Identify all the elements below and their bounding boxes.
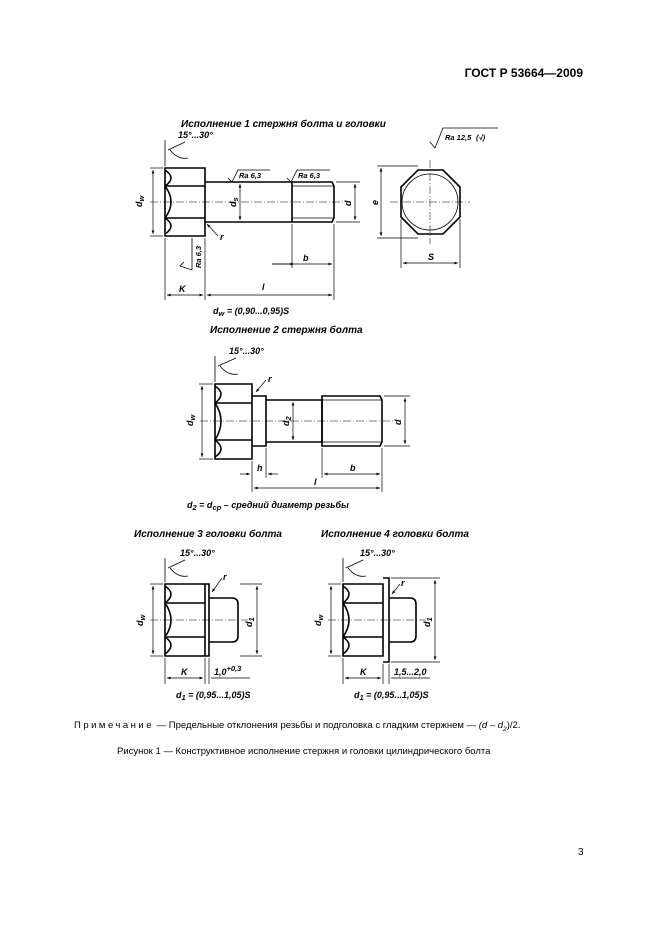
variant3-dw-label: $d_w$ <box>135 614 147 626</box>
variant2-h-label: h <box>257 463 263 473</box>
page-number: 3 <box>578 847 584 858</box>
variant2-d-label: d <box>393 419 403 425</box>
variant2-b-label: b <box>350 463 356 473</box>
variant3-formula: $d_1 = (0,95...1,05)S$ <box>176 690 251 702</box>
variant1-roughness-main: Ra 12,5 <box>445 133 472 142</box>
variant1-caption: Исполнение 1 стержня болта и головки <box>181 119 386 130</box>
note-formula-open: (d – d <box>478 720 504 731</box>
variant2-d2-label: $d_2$ <box>281 416 293 426</box>
variant1-e-label: e <box>370 199 380 205</box>
variant2-dw-label: $d_w$ <box>185 414 197 426</box>
variant1-dw-label: $d_w$ <box>134 195 146 207</box>
variant2-formula: $d_2 = d_{ср}$ – средний диаметр резьбы <box>187 500 349 512</box>
note-formula-sub: 2 <box>503 725 507 733</box>
variant4-formula: $d_1 = (0,95...1,05)S$ <box>354 690 429 702</box>
note-formula-close: )/2. <box>506 720 521 731</box>
variant1-ds-label: $d_s$ <box>228 197 240 207</box>
note-paragraph <box>74 720 520 733</box>
variant4-caption: Исполнение 4 головки болта <box>321 529 469 540</box>
variant1-b-label: b <box>303 253 309 263</box>
variant1-roughness-head: Ra 6,3 <box>194 245 203 268</box>
variant1-angle: 15°...30° <box>178 130 213 140</box>
variant4-d1-label: $d_1$ <box>422 617 434 627</box>
variant3-tol: $1,0^{+0,3}$ <box>214 664 242 677</box>
variant3-k-label: K <box>181 667 188 677</box>
variant3-angle: 15°...30° <box>180 548 215 558</box>
figure-caption: Рисунок 1 — Конструктивное исполнение стержня и головки цилиндрического болта <box>117 746 491 757</box>
variant4-r-label: r <box>401 578 405 588</box>
variant2-caption: Исполнение 2 стержня болта <box>210 325 363 336</box>
variant4-k-label: K <box>360 667 367 677</box>
variant1-roughness-shank: Ra 6,3 <box>239 171 262 180</box>
variant1-d-label: d <box>343 200 353 206</box>
variant4-drawing <box>313 528 469 702</box>
variant4-range: 1,5...2,0 <box>394 667 427 677</box>
note-label: Примечание <box>74 720 154 731</box>
variant1-roughness-thread: Ra 6,3 <box>298 171 321 180</box>
variant1-formula: $d_w = (0,90...0,95)S$ <box>213 306 290 318</box>
variant2-r-label: r <box>268 374 272 384</box>
variant3-caption: Исполнение 3 головки болта <box>134 529 282 540</box>
variant1-s-label: S <box>428 252 435 262</box>
variant1-roughness-check: (√) <box>476 133 486 142</box>
variant1-k-label: K <box>179 284 186 294</box>
variant2-l-label: l <box>314 477 317 487</box>
variant3-r-label: r <box>223 572 227 582</box>
variant2-angle: 15°...30° <box>229 346 264 356</box>
variant1-drawing <box>134 118 498 318</box>
variant4-dw-label: $d_w$ <box>313 614 325 626</box>
variant2-drawing <box>185 324 410 512</box>
variant1-r-label: r <box>220 232 224 242</box>
variant4-angle: 15°...30° <box>360 548 395 558</box>
variant1-l-label: l <box>262 282 265 292</box>
standard-number: ГОСТ Р 53664—2009 <box>464 66 583 80</box>
variant3-d1-label: $d_1$ <box>244 617 256 627</box>
note-text: — Предельные отклонения резьбы и подголовка с гладким стержнем — <box>154 720 479 731</box>
variant3-drawing <box>134 528 282 702</box>
